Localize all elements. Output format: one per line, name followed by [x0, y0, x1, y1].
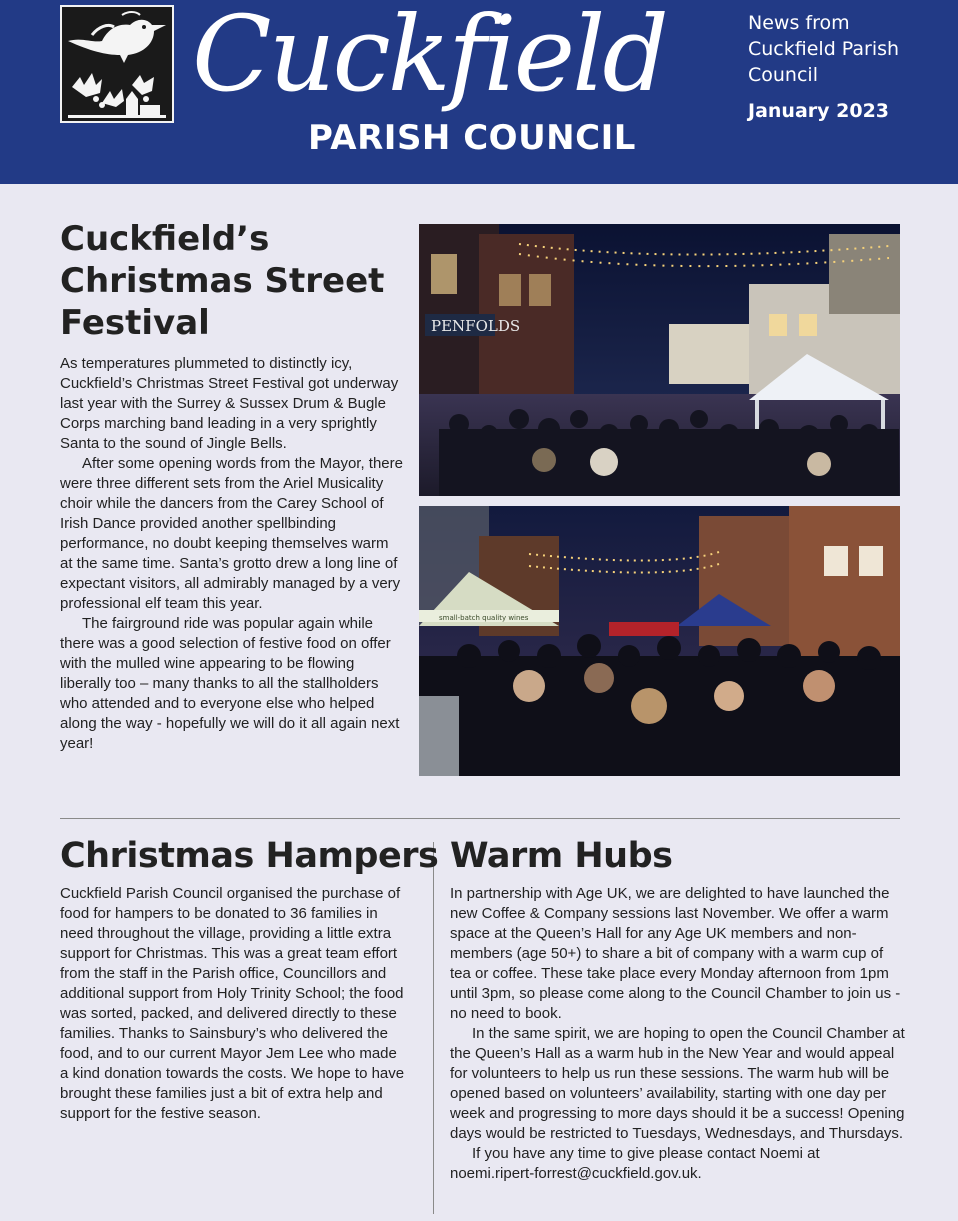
warm-hubs-paragraph: In partnership with Age UK, we are delighted to have launched the new Coffee & Company sessions last November. We offer a warm space at the Queen’s Hall for any Age UK members and non-members (age 50+) to share a bit of company with a warm cup of tea or coffee. These take place every Monday afternoon from 1pm until 3pm, so please come along to the Council Chamber to join us - no need to book. [450, 885, 901, 1022]
issue-date: January 2023 [748, 100, 890, 122]
festival-heading: Cuckfield’s Christmas Street Festival [60, 219, 385, 343]
masthead [0, 0, 958, 184]
column-divider [433, 842, 434, 1214]
festival-article [60, 354, 405, 754]
shop-sign-text: PENFOLDS [431, 317, 521, 335]
masthead-subtitle: PARISH COUNCIL [308, 118, 636, 158]
section-divider [60, 818, 900, 819]
warm-hubs-contact[interactable]: If you have any time to give please contact Noemi at noemi.ripert-forrest@cuckfield.gov.uk. [450, 1145, 820, 1182]
warm-hubs-paragraph: In the same spirit, we are hoping to open the Council Chamber at the Queen’s Hall as a warm hub in the New Year and would appeal for volunteers to help us run these sessions. The warm hub will be opened based on volunteers’ availability, starting with one day per week and progressing to more days should it be a success! Opening days would be restricted to Tuesdays, Wednesdays, and Thursdays. [450, 1025, 905, 1142]
festival-paragraph: After some opening words from the Mayor, there were three different sets from the Ariel Musicality choir while the dancers from the Carey School of Irish Dance provided another spellbinding performance, no doubt keeping themselves warm at the same time. Santa’s grotto drew a long line of expectant visitors, all admirably managed by a very professional elf team this year. [60, 455, 403, 612]
warm-hubs-heading: Warm Hubs [450, 836, 673, 876]
news-from-label: News from Cuckfield Parish Council [748, 12, 900, 86]
warm-hubs-article [450, 884, 905, 1184]
festival-paragraph: As temperatures plummeted to distinctly icy, Cuckfield’s Christmas Street Festival got underway last year with the Surrey & Sussex Drum & Bugle Corps marching band leading in a very sprightly Santa to the sound of Jingle Bells. [60, 355, 399, 452]
festival-photo-street [419, 224, 900, 496]
hampers-article [60, 884, 405, 1124]
masthead-title: Cuckfield [192, 0, 666, 115]
festival-paragraph: The fairground ride was popular again while there was a good selection of festive food on offer with the mulled wine appearing to be flowing liberally too – many thanks to all the stallholders who attended and to everyone else who helped along the way - hopefully we will do it all again next year! [60, 615, 400, 752]
hampers-paragraph: Cuckfield Parish Council organised the purchase of food for hampers to be donated to 36 families in need throughout the village, providing a little extra support for Christmas. This was a great team effort from the staff in the Parish office, Councillors and additional support from Holy Trinity School; the food was sorted, packed, and delivered directly to these families. Thanks to Sainsbury’s who delivered the food, and to our current Mayor Jem Lee who made a kind donation towards the costs. We hope to have brought these families just a bit of extra help and support for the festive season. [60, 885, 405, 1122]
bird-holly-logo-icon [60, 5, 174, 123]
hampers-heading: Christmas Hampers [60, 836, 439, 876]
festival-photo-crowd [419, 506, 900, 776]
tent-sign-text: small-batch quality wines [439, 614, 529, 622]
